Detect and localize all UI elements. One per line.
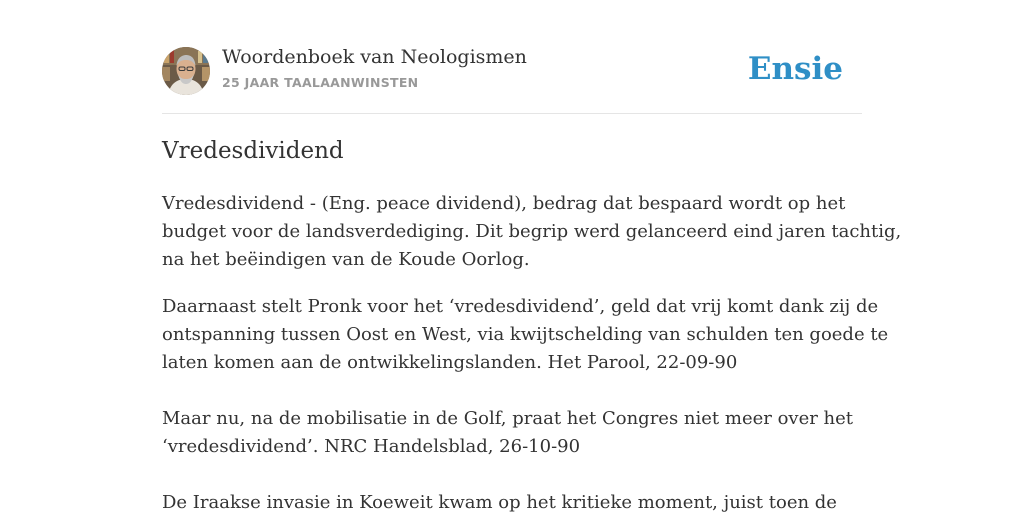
definition-line: budget voor de landsverdediging. Dit begrip werd gelanceerd eind jaren tachtig, [162, 221, 902, 242]
quote-line [162, 461, 862, 489]
entry-definition [162, 190, 902, 274]
site-title[interactable]: Woordenboek van Neologismen [222, 46, 527, 68]
entry-title: Vredesdividend [162, 138, 344, 164]
definition-line: na het beëindigen van de Koude Oorlog. [162, 249, 530, 270]
quote-line: Maar nu, na de mobilisatie in de Golf, praat het Congres niet meer over het [162, 408, 854, 429]
definition-line: Vredesdividend - (Eng. peace dividend), bedrag dat bespaard wordt op het [162, 193, 846, 214]
site-header [162, 46, 862, 96]
header-divider [162, 113, 862, 114]
quote-line: ‘vredesdividend’. NRC Handelsblad, 26-10-90 [162, 436, 581, 457]
quote-line: laten komen aan de ontwikkelingslanden. Het Parool, 22-09-90 [162, 352, 738, 373]
avatar[interactable] [162, 47, 210, 95]
quote-line: ontspanning tussen Oost en West, via kwijtschelding van schulden ten goede te [162, 324, 889, 345]
entry-quotes [162, 293, 889, 512]
quote-line: De Iraakse invasie in Koeweit kwam op het kritieke moment, juist toen de [162, 492, 837, 512]
author-portrait-icon [162, 47, 210, 95]
quote-line [162, 377, 862, 405]
site-subtitle: 25 JAAR TAALAANWINSTEN [222, 75, 419, 90]
brand-logo[interactable]: Ensie [747, 51, 843, 87]
quote-line: Daarnaast stelt Pronk voor het ‘vredesdividend’, geld dat vrij komt dank zij de [162, 296, 879, 317]
